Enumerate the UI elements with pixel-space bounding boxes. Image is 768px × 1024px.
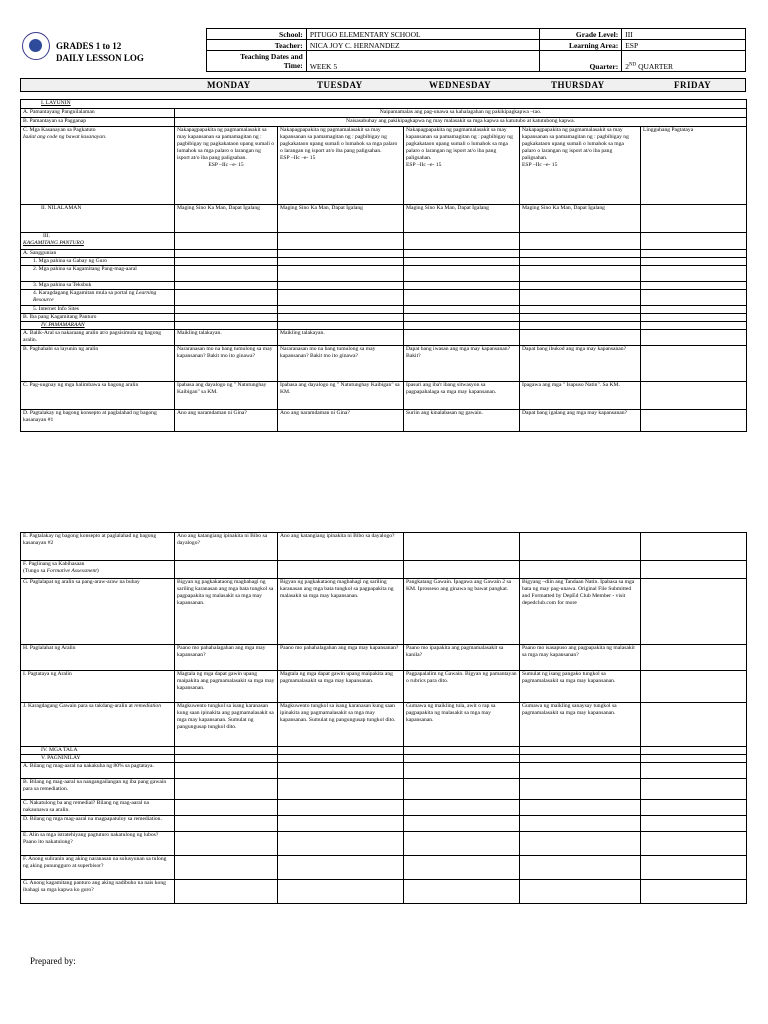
- karagdagang-gawain-text: J. Karagdagang Gawain para sa takdang-aralin at: [23, 703, 135, 709]
- pagtalakay-2-label: E. Pagtalakay ng bagong konsepto at paglalahad ng bagong kasanayan #2: [21, 533, 175, 561]
- pagninilay-b: B. Bilang ng mag-aaral na nangangailangan ng iba pang gawain para sa remediation.: [21, 779, 175, 800]
- quarter-text: QUARTER: [636, 62, 674, 71]
- section-kagamitan: [21, 233, 175, 250]
- balik-aral-monday: Maikling talakayan.: [175, 330, 278, 346]
- section-nilalaman: II. NILALAMAN: [21, 205, 175, 233]
- pagninilay-a: A. Bilang ng mag-aaral na nakakuha ng 80% sa pagtataya.: [21, 763, 175, 779]
- pagninilay-c: C. Nakatulong ba ang remedial? Bilang ng mag-aaral na nakaunawa sa aralin.: [21, 800, 175, 816]
- kasanayan-wednesday-text: Nakapagpapakita ng pagmamalasakit sa may kapansanan sa pamamagitan ng : pagbibigay ng pagkakataon upang sumali o lumahok sa mga palaro o larangan ng isport at/o iba pang paligsahan.: [406, 127, 513, 161]
- quarter-label: Quarter:: [540, 51, 622, 72]
- learning-resource-text: Learning Resource: [33, 290, 157, 303]
- kasanayan-tuesday-text: Nakapagpapakita ng pagmamalasakit sa may kapansanan sa pamamagitan ng : pagbibigay ng pagkakataon upang sumali o lumahok sa mga palaro o larangan ng isport at/o iba pang paligsahan.: [280, 127, 398, 154]
- kasanayan-subtitle: Isulat ang code ng bawat kasanayan.: [23, 134, 107, 140]
- pagninilay-e: E. Alin sa mga istratehiyang pagtuturo nakatulong ng lubos? Paano ito nakatulong?: [21, 832, 175, 856]
- formative-assessment-text: Formative Assessment: [46, 568, 97, 574]
- paglalapat-monday: Bigyan ng pagkakataong magbahagi ng sariling karanasan ang mga bata tungkol sa pagpapakita ng malasakit sa mga may kapansanan.: [175, 579, 278, 645]
- title-line-2: DAILY LESSON LOG: [56, 53, 144, 63]
- kasanayan-tuesday-code: ESP –IIc –e- 15: [280, 155, 316, 161]
- paghahabi-thursday: Dapat bang ibukod ang mga may kapansanan?: [520, 346, 641, 382]
- nilalaman-thursday: Maging Sino Ka Man, Dapat Igalang: [520, 205, 641, 233]
- lesson-table-page2: [20, 532, 747, 904]
- lesson-table-page1: [20, 99, 747, 432]
- prepared-by-label: Prepared by:: [30, 956, 76, 966]
- pamantayang-pangnilalaman-text: Naipamamalas ang pag-unawa sa kahalagahan ng pakikipagkapwa –tao.: [175, 109, 747, 118]
- paghahabi-wednesday: Dapat bang iwasan ang mga may kapansanan? Bakit?: [404, 346, 520, 382]
- pagninilay-d: D. Bilang ng mga mag-aaral na magpapatuloy sa remediation.: [21, 816, 175, 832]
- pagtalakay-1-wednesday: Suriin ang kinalabasan ng gawain.: [404, 410, 520, 432]
- pagninilay-f: F. Anong suliranin ang aking naranasan na solusyunan sa tulong ng aking punungguro at superbisor?: [21, 856, 175, 880]
- pagtataya-thursday: Sumulat ng isang pangako tungkol sa pagmamalasakit sa mga may kapansanan.: [520, 671, 641, 703]
- day-monday: MONDAY: [207, 80, 251, 90]
- sanggunian-internet-sites: 5. Internet Info Sites: [21, 306, 175, 314]
- paglinang-subtitle-a: (Tungo sa: [23, 568, 47, 574]
- kasanayan-tuesday: [278, 127, 404, 205]
- nilalaman-wednesday: Maging Sino Ka Man, Dapat Igalang: [404, 205, 520, 233]
- teaching-dates-label: [207, 51, 307, 72]
- nilalaman-tuesday: Maging Sino Ka Man, Dapat Igalang: [278, 205, 404, 233]
- kasanayan-friday: Lingguhang Pagtataya: [641, 127, 747, 205]
- sanggunian-teksbuk: 3. Mga pahina sa Teksbuk: [21, 282, 175, 290]
- dll-header: [20, 28, 746, 74]
- karagdagang-gawain-label: [21, 703, 175, 747]
- kasanayan-monday: [175, 127, 278, 205]
- paglalahat-wednesday: Paano mo ipapakita ang pagmamalasakit sa kanila?: [404, 645, 520, 671]
- paglinang-subtitle-c: ): [96, 568, 99, 574]
- kasanayan-monday-text: Nakapagpapakita ng pagmamalasakit sa may kapansanan sa pamamagitan ng : pagbibigay ng pagkakataon upang sumali o lumahok sa mga palaro o larangan ng isport at/o iba pang paligsahan.: [177, 127, 275, 161]
- pag-uugnay-wednesday: Ipasuri ang iba't ibang sitwasyon sa pagpapahalaga sa mga may kapansanan.: [404, 382, 520, 410]
- section-kagamitan-number: III.: [43, 233, 50, 239]
- paglalahat-monday: Paano mo pahahalagahan ang mga may kapansanan?: [175, 645, 278, 671]
- kasanayan-monday-code: ESP –IIc –e- 15: [208, 162, 244, 168]
- learning-area-value: ESP: [622, 40, 746, 51]
- day-wednesday: WEDNESDAY: [429, 80, 492, 90]
- teacher-value: NICA JOY C. HERNANDEZ: [306, 40, 540, 51]
- pagtalakay-2-monday: Ano ang katangiang ipinakita ni Bibo sa dayalogo?: [175, 533, 278, 561]
- karagdagang-gawain-tuesday: Magkuwento tungkol sa isang karanasan kung saan ipinakita ang pagmamalasakit sa mga may kapansanan. Sumulat ng pangungusap tungkol dito.: [278, 703, 404, 747]
- section-pamamaraan: IV. PAMAMARAAN: [21, 322, 175, 330]
- paglalahat-thursday: Paano mo isasapuso ang pagpapakita ng malasakit sa mga may kapansanan?: [520, 645, 641, 671]
- kasanayan-wednesday-code: ESP –IIc –e- 15: [406, 162, 442, 168]
- deped-seal-icon: [22, 32, 50, 60]
- pagtalakay-1-thursday: Dapat bang igalang ang mga may kapansanan?: [520, 410, 641, 432]
- document-title: [56, 40, 144, 64]
- kasanayan-title: C. Mga Kasanayan sa Pagkatuto: [23, 127, 96, 133]
- paglalahat-tuesday: Paano mo pahahalagahan ang mga may kapansanan?: [278, 645, 404, 671]
- pagtalakay-1-label: D. Pagtalakay ng bagong konsepto at paglalahad ng bagong kasanayan #1: [21, 410, 175, 432]
- sanggunian-gabay-guro: 1. Mga pahina sa Gabay ng Guro: [21, 258, 175, 266]
- grade-level-value: III: [622, 29, 746, 40]
- balik-aral-tuesday: Maikling talakayan.: [278, 330, 404, 346]
- nilalaman-friday: [641, 205, 747, 233]
- quarter-number: 2: [625, 62, 629, 71]
- pagninilay-g: G. Anong kagamitang panturo ang aking nadibuho na nais kong ibahagi sa mga kapwa ko guro?: [21, 880, 175, 904]
- section-pagninilay: V. PAGNINILAY: [21, 755, 175, 763]
- paghahabi-monday: Nararanasan mo na bang tumulong sa may kapansanan? Bakit mo ito ginawa?: [175, 346, 278, 382]
- grade-level-label: Grade Level:: [540, 29, 622, 40]
- pamantayan-sa-pagganap-text: Naisasabuhay ang pakikipagkapwa ng may malasakit sa mga kapwa sa katutubo at katutubong kapwa.: [175, 118, 747, 127]
- paglinang-title: F. Paglinang sa Kabihasaan: [23, 561, 85, 567]
- header-info-table: [206, 28, 746, 72]
- paghahabi-tuesday: Nararanasan mo na bang tumulong sa may kapansanan? Bakit mo ito ginawa?: [278, 346, 404, 382]
- kasanayan-wednesday: [404, 127, 520, 205]
- sanggunian-lr-portal-text: 4. Karagdagang Kagamitan mula sa portal ng: [33, 290, 136, 296]
- sanggunian-label: A. Sanggunian: [21, 250, 175, 258]
- title-line-1: GRADES 1 to 12: [56, 41, 122, 51]
- quarter-suffix: ND: [628, 62, 637, 68]
- pamantayan-sa-pagganap-label: B. Pamantayan sa Pagganap: [21, 118, 175, 127]
- day-friday: FRIDAY: [674, 80, 712, 90]
- karagdagang-gawain-wednesday: Gumawa ng maikling tula, awit o rap sa pagpapakita ng malasakit sa mga may kapansanan.: [404, 703, 520, 747]
- pag-uugnay-thursday: Ipagawa ang mga " Isapuso Natin". Sa KM.: [520, 382, 641, 410]
- nilalaman-monday: Maging Sino Ka Man, Dapat Igalang: [175, 205, 278, 233]
- pamantayang-pangnilalaman-label: A. Pamantayang Pangnilalaman: [21, 109, 175, 118]
- pag-uugnay-tuesday: Ipabasa ang dayalogo ng " Natutunghay Kaibigan" sa KM.: [278, 382, 404, 410]
- kasanayan-thursday-text: Nakapagpapakita ng pagmamalasakit sa may kapansanan sa pamamagitan ng : pagbibigay ng pagkakataon upang sumali o lumahok sa mga palaro o larangan ng isport at/o iba pang paligsahan.: [522, 127, 629, 161]
- paglalapat-tuesday: Bigyan ng pagkakataong magbahagi ng sariling karanasan ang mga bata tungkol sa pagpapakita ng malasakit sa mga may kapansanan.: [278, 579, 404, 645]
- learning-area-label: Learning Area:: [540, 40, 622, 51]
- teaching-dates-label-2: Time:: [283, 61, 303, 70]
- kasanayan-thursday: [520, 127, 641, 205]
- paghahabi-label: B. Paghahabi sa layunin ng aralin: [21, 346, 175, 382]
- karagdagang-gawain-thursday: Gumawa ng maikling sanaysay tungkol sa pagmamalasakit sa mga may kapansanan.: [520, 703, 641, 747]
- section-mga-tala: IV. MGA TALA: [21, 747, 175, 755]
- section-layunin: I. LAYUNIN: [21, 100, 747, 109]
- pag-uugnay-monday: Ipabasa ang dayalogo ng " Natutunghay Kaibigan" sa KM.: [175, 382, 278, 410]
- teaching-dates-value: WEEK 5: [306, 51, 540, 72]
- pagtalakay-1-tuesday: Ano ang naramdaman ni Gina?: [278, 410, 404, 432]
- school-label: School:: [207, 29, 307, 40]
- pag-uugnay-label: C. Pag-uugnay ng mga halimbawa sa bagong aralin: [21, 382, 175, 410]
- balik-aral-label: A. Balik-Aral sa nakaraang aralin at/o pagsisimula ng bagong aralin.: [21, 330, 175, 346]
- teaching-dates-label-1: Teaching Dates and: [240, 52, 303, 61]
- day-tuesday: TUESDAY: [317, 80, 363, 90]
- kasanayan-label: [21, 127, 175, 205]
- sanggunian-kagamitang-pang-mag-aaral: 2. Mga pahina sa Kagamitang Pang-mag-aaral: [21, 266, 175, 282]
- school-value: PITUGO ELEMENTARY SCHOOL: [306, 29, 540, 40]
- paglinang-subtitle: [23, 568, 172, 575]
- paglalahat-label: H. Paglalahat ng Aralin: [21, 645, 175, 671]
- sanggunian-lr-portal: [21, 290, 175, 306]
- pagtataya-monday: Magtala ng mga dapat gawin upang maipakita ang pagmamalasakit sa mga may kapansanan.: [175, 671, 278, 703]
- paglalapat-wednesday: Pangkatang Gawain. Ipagawa ang Gawain 2 sa KM. Iprosseso ang ginawa ng bawat pangkat.: [404, 579, 520, 645]
- day-header-row: [20, 78, 746, 92]
- iba-pang-kagamitan-label: B. Iba pang Kagamitang Panturo: [21, 314, 175, 322]
- kasanayan-thursday-code: ESP –IIc –e- 15: [522, 162, 558, 168]
- pagtalakay-1-monday: Ano ang naramdaman ni Gina?: [175, 410, 278, 432]
- pagtataya-wednesday: Pagpapalalim ng Gawain. Bigyan ng pamantayan o rubrics para dito.: [404, 671, 520, 703]
- pagtataya-tuesday: Magtala ng mga dapat gawin upang maipakita ang pagmamalasakit sa mga may kapansanan.: [278, 671, 404, 703]
- karagdagang-gawain-monday: Magkuwento tungkol sa isang karanasan kung saan ipinakita ang pagmamalasakit sa mga may kapansanan. Sumulat ng pangungusap tungkol dito.: [175, 703, 278, 747]
- paglalapat-label: G. Paglalapat ng aralin sa pang-araw-araw na buhay: [21, 579, 175, 645]
- teacher-label: Teacher:: [207, 40, 307, 51]
- pagtalakay-2-tuesday: Ano ang katangiang ipinakita ni Bibo sa dayalogo?: [278, 533, 404, 561]
- paglinang-label: [21, 561, 175, 579]
- day-thursday: THURSDAY: [551, 80, 605, 90]
- paglalapat-thursday: Bigyang –diin ang Tandaan Natin. Ipabasa sa mga bata ng may pag-unawa. Original File Submitted and Formatted by DepEd Club Member - visit depedclub.com for more: [520, 579, 641, 645]
- pagtataya-label: I. Pagtataya ng Aralin: [21, 671, 175, 703]
- remediation-text: remediation: [134, 703, 162, 709]
- section-kagamitan-title: KAGAMITANG PANTURO: [23, 240, 84, 246]
- quarter-value: [622, 51, 746, 72]
